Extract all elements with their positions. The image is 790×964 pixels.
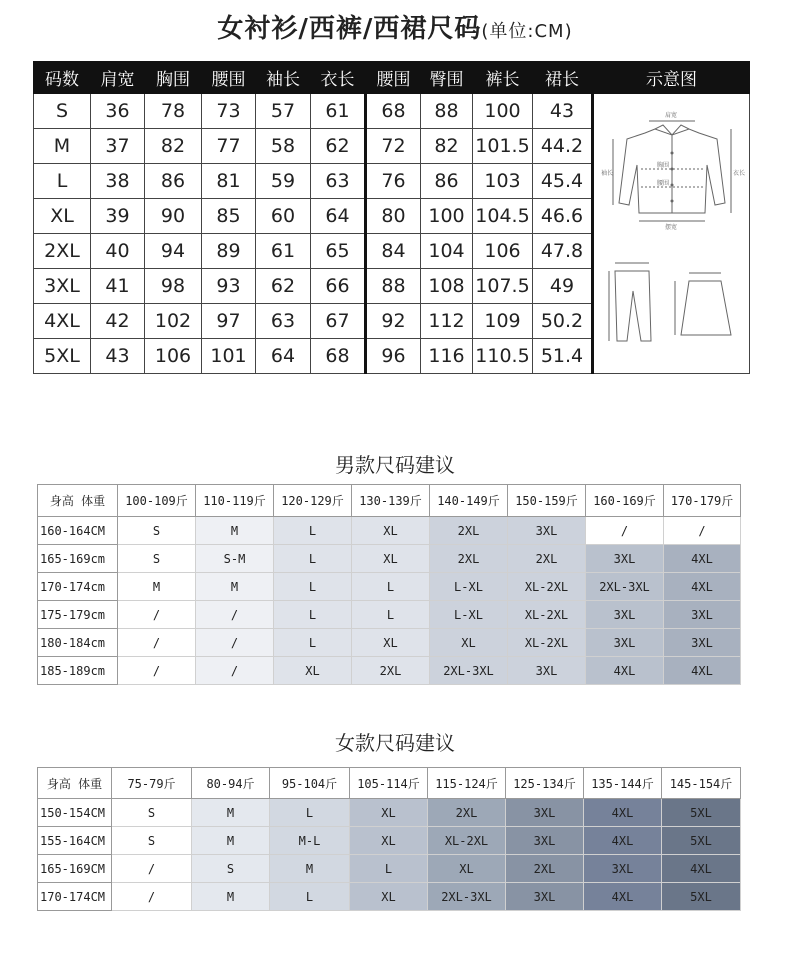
table-cell: 80 [366, 199, 421, 234]
size-cell: L [274, 517, 352, 545]
size-cell: 3XL [506, 799, 584, 827]
table-cell: 104 [421, 234, 473, 269]
size-cell: / [118, 629, 196, 657]
size-cell: 2XL-3XL [430, 657, 508, 685]
table-cell: 89 [202, 234, 256, 269]
size-cell: XL [350, 799, 428, 827]
table-cell: 101.5 [473, 129, 533, 164]
size-cell: 4XL [584, 827, 662, 855]
table-cell: 68 [366, 94, 421, 129]
height-cell: 155-164CM [38, 827, 112, 855]
table-cell: 60 [256, 199, 311, 234]
page-title-unit: (单位:CM) [481, 21, 573, 42]
table-row [38, 883, 741, 911]
header-cell: 胸围 [145, 62, 202, 94]
table-row [38, 799, 741, 827]
corner-cell: 身高 体重 [38, 485, 118, 517]
size-cell: L [274, 601, 352, 629]
size-cell: 4XL [584, 883, 662, 911]
size-cell: M [196, 517, 274, 545]
table-cell: 62 [256, 269, 311, 304]
size-cell: S [118, 545, 196, 573]
table-cell: XL [34, 199, 91, 234]
size-cell: S-M [196, 545, 274, 573]
header-cell: 腰围 [202, 62, 256, 94]
table-cell: 82 [421, 129, 473, 164]
size-cell: 3XL [586, 601, 664, 629]
table-cell: 104.5 [473, 199, 533, 234]
table-cell: 68 [311, 339, 366, 374]
size-cell: XL [352, 629, 430, 657]
size-table-header [34, 62, 750, 94]
size-cell: 4XL [664, 657, 741, 685]
height-cell: 165-169CM [38, 855, 112, 883]
size-cell: 2XL [508, 545, 586, 573]
size-cell: M [196, 573, 274, 601]
table-cell: 106 [473, 234, 533, 269]
weight-header: 110-119斤 [196, 485, 274, 517]
women-section-title: 女款尺码建议 [335, 731, 455, 755]
table-cell: S [34, 94, 91, 129]
size-cell: / [196, 629, 274, 657]
size-cell: M [270, 855, 350, 883]
size-cell: XL [350, 827, 428, 855]
size-cell: XL [350, 883, 428, 911]
size-cell: 4XL [662, 855, 741, 883]
header-cell: 裤长 [473, 62, 533, 94]
table-row [38, 657, 741, 685]
height-cell: 150-154CM [38, 799, 112, 827]
corner-cell: 身高 体重 [38, 768, 112, 799]
size-cell: XL [428, 855, 506, 883]
size-cell: / [586, 517, 664, 545]
height-cell: 165-169cm [38, 545, 118, 573]
table-cell: 77 [202, 129, 256, 164]
table-cell: 93 [202, 269, 256, 304]
table-cell: 41 [91, 269, 145, 304]
table-cell: 86 [145, 164, 202, 199]
table-cell: 3XL [34, 269, 91, 304]
size-cell: M [192, 827, 270, 855]
table-cell: 37 [91, 129, 145, 164]
table-cell: 92 [366, 304, 421, 339]
table-row [38, 629, 741, 657]
table-cell: 49 [533, 269, 593, 304]
table-cell: 65 [311, 234, 366, 269]
table-cell: 40 [91, 234, 145, 269]
header-cell: 腰围 [366, 62, 421, 94]
size-cell: 5XL [662, 827, 741, 855]
header-cell: 衣长 [311, 62, 366, 94]
size-cell: 2XL [428, 799, 506, 827]
table-cell: 44.2 [533, 129, 593, 164]
weight-header: 80-94斤 [192, 768, 270, 799]
table-cell: 88 [366, 269, 421, 304]
table-cell: 112 [421, 304, 473, 339]
length-label: 衣长 [732, 170, 745, 177]
weight-header: 105-114斤 [350, 768, 428, 799]
men-section-title: 男款尺码建议 [335, 453, 455, 477]
height-cell: 160-164CM [38, 517, 118, 545]
table-cell: 106 [145, 339, 202, 374]
header-cell: 示意图 [593, 62, 750, 94]
size-cell: 3XL [508, 517, 586, 545]
size-cell: / [664, 517, 741, 545]
height-cell: 185-189cm [38, 657, 118, 685]
size-cell: L [274, 629, 352, 657]
size-cell: 3XL [586, 545, 664, 573]
weight-header: 160-169斤 [586, 485, 664, 517]
table-row [38, 573, 741, 601]
size-cell: / [118, 601, 196, 629]
weight-header: 130-139斤 [352, 485, 430, 517]
table-cell: 5XL [34, 339, 91, 374]
size-cell: XL-2XL [428, 827, 506, 855]
table-cell: 90 [145, 199, 202, 234]
size-cell: 4XL [664, 573, 741, 601]
weight-header: 100-109斤 [118, 485, 196, 517]
size-cell: S [118, 517, 196, 545]
size-cell: L [274, 545, 352, 573]
waist-label: 腰围 [656, 180, 669, 187]
size-cell: / [196, 657, 274, 685]
hem-label: 摆宽 [664, 224, 677, 231]
size-cell: 3XL [664, 601, 741, 629]
height-cell: 170-174cm [38, 573, 118, 601]
weight-header: 135-144斤 [584, 768, 662, 799]
table-cell: 45.4 [533, 164, 593, 199]
table-cell: 88 [421, 94, 473, 129]
table-cell: 38 [91, 164, 145, 199]
size-cell: XL-2XL [508, 573, 586, 601]
table-cell: 96 [366, 339, 421, 374]
men-size-table [37, 484, 741, 685]
women-size-table [37, 767, 741, 911]
sleeve-label: 袖长 [600, 170, 613, 177]
size-cell: M [192, 883, 270, 911]
size-cell: 4XL [586, 657, 664, 685]
table-cell: 76 [366, 164, 421, 199]
women-table-header [38, 768, 741, 799]
table-cell: 107.5 [473, 269, 533, 304]
size-cell: 2XL [506, 855, 584, 883]
header-cell: 裙长 [533, 62, 593, 94]
table-row [38, 517, 741, 545]
size-cell: S [192, 855, 270, 883]
header-cell: 肩宽 [91, 62, 145, 94]
size-cell: L [270, 883, 350, 911]
height-cell: 180-184cm [38, 629, 118, 657]
size-cell: 3XL [586, 629, 664, 657]
table-cell: 86 [421, 164, 473, 199]
size-cell: / [112, 883, 192, 911]
table-cell: 39 [91, 199, 145, 234]
size-cell: 3XL [508, 657, 586, 685]
table-row [38, 827, 741, 855]
page-title [0, 8, 790, 45]
table-cell: 43 [533, 94, 593, 129]
table-cell: 36 [91, 94, 145, 129]
table-cell: 98 [145, 269, 202, 304]
table-cell: 97 [202, 304, 256, 339]
table-cell: 66 [311, 269, 366, 304]
size-cell: XL [274, 657, 352, 685]
size-cell: XL [352, 545, 430, 573]
table-cell: 46.6 [533, 199, 593, 234]
weight-header: 75-79斤 [112, 768, 192, 799]
table-cell: 78 [145, 94, 202, 129]
size-cell: S [112, 827, 192, 855]
table-cell: 51.4 [533, 339, 593, 374]
table-cell: 62 [311, 129, 366, 164]
size-table [33, 61, 750, 374]
table-cell: 2XL [34, 234, 91, 269]
table-cell: M [34, 129, 91, 164]
size-cell: L [352, 573, 430, 601]
page-title-main: 女衬衫/西裤/西裙尺码 [217, 14, 482, 44]
size-cell: XL [352, 517, 430, 545]
table-cell: 50.2 [533, 304, 593, 339]
table-cell: 84 [366, 234, 421, 269]
table-cell: 109 [473, 304, 533, 339]
table-cell: 57 [256, 94, 311, 129]
size-cell: L [270, 799, 350, 827]
weight-header: 125-134斤 [506, 768, 584, 799]
size-cell: 3XL [664, 629, 741, 657]
table-cell: 85 [202, 199, 256, 234]
weight-header: 150-159斤 [508, 485, 586, 517]
size-cell: XL-2XL [508, 629, 586, 657]
size-cell: 4XL [664, 545, 741, 573]
size-cell: M-L [270, 827, 350, 855]
table-cell: 64 [311, 199, 366, 234]
table-cell: 73 [202, 94, 256, 129]
table-cell: 100 [421, 199, 473, 234]
chest-label: 胸围 [656, 162, 669, 169]
table-cell: 72 [366, 129, 421, 164]
table-cell: 59 [256, 164, 311, 199]
table-cell: 42 [91, 304, 145, 339]
table-row [34, 94, 750, 129]
table-cell: 63 [311, 164, 366, 199]
size-cell: / [112, 855, 192, 883]
size-cell: 2XL-3XL [428, 883, 506, 911]
table-cell: 102 [145, 304, 202, 339]
shoulder-label: 肩宽 [664, 112, 677, 119]
table-cell: 108 [421, 269, 473, 304]
table-cell: 116 [421, 339, 473, 374]
size-cell: 2XL [430, 545, 508, 573]
garment-diagram-icon [597, 95, 747, 367]
height-cell: 175-179cm [38, 601, 118, 629]
size-cell: L-XL [430, 601, 508, 629]
size-cell: S [112, 799, 192, 827]
size-cell: 2XL [352, 657, 430, 685]
weight-header: 145-154斤 [662, 768, 741, 799]
size-cell: 2XL [430, 517, 508, 545]
table-cell: 94 [145, 234, 202, 269]
table-cell: 101 [202, 339, 256, 374]
diagram-cell [593, 94, 750, 374]
table-cell: 4XL [34, 304, 91, 339]
size-cell: 3XL [506, 883, 584, 911]
size-cell: 5XL [662, 799, 741, 827]
table-cell: 81 [202, 164, 256, 199]
table-cell: 58 [256, 129, 311, 164]
table-row [38, 545, 741, 573]
size-cell: XL-2XL [508, 601, 586, 629]
size-cell: M [118, 573, 196, 601]
table-row [38, 855, 741, 883]
size-cell: 3XL [506, 827, 584, 855]
size-cell: XL [430, 629, 508, 657]
size-cell: 4XL [584, 799, 662, 827]
table-cell: 82 [145, 129, 202, 164]
size-cell: 3XL [584, 855, 662, 883]
table-cell: 110.5 [473, 339, 533, 374]
weight-header: 120-129斤 [274, 485, 352, 517]
table-cell: 63 [256, 304, 311, 339]
header-cell: 码数 [34, 62, 91, 94]
size-cell: 5XL [662, 883, 741, 911]
height-cell: 170-174CM [38, 883, 112, 911]
header-cell: 袖长 [256, 62, 311, 94]
table-cell: L [34, 164, 91, 199]
table-cell: 43 [91, 339, 145, 374]
weight-header: 140-149斤 [430, 485, 508, 517]
size-cell: L-XL [430, 573, 508, 601]
table-cell: 64 [256, 339, 311, 374]
header-cell: 臀围 [421, 62, 473, 94]
size-cell: L [274, 573, 352, 601]
size-cell: L [352, 601, 430, 629]
size-cell: 2XL-3XL [586, 573, 664, 601]
table-row [38, 601, 741, 629]
size-cell: L [350, 855, 428, 883]
table-cell: 61 [311, 94, 366, 129]
men-table-header [38, 485, 741, 517]
table-cell: 100 [473, 94, 533, 129]
weight-header: 115-124斤 [428, 768, 506, 799]
weight-header: 170-179斤 [664, 485, 741, 517]
table-cell: 47.8 [533, 234, 593, 269]
table-cell: 103 [473, 164, 533, 199]
weight-header: 95-104斤 [270, 768, 350, 799]
table-cell: 67 [311, 304, 366, 339]
size-cell: / [118, 657, 196, 685]
size-cell: / [196, 601, 274, 629]
table-cell: 61 [256, 234, 311, 269]
size-cell: M [192, 799, 270, 827]
